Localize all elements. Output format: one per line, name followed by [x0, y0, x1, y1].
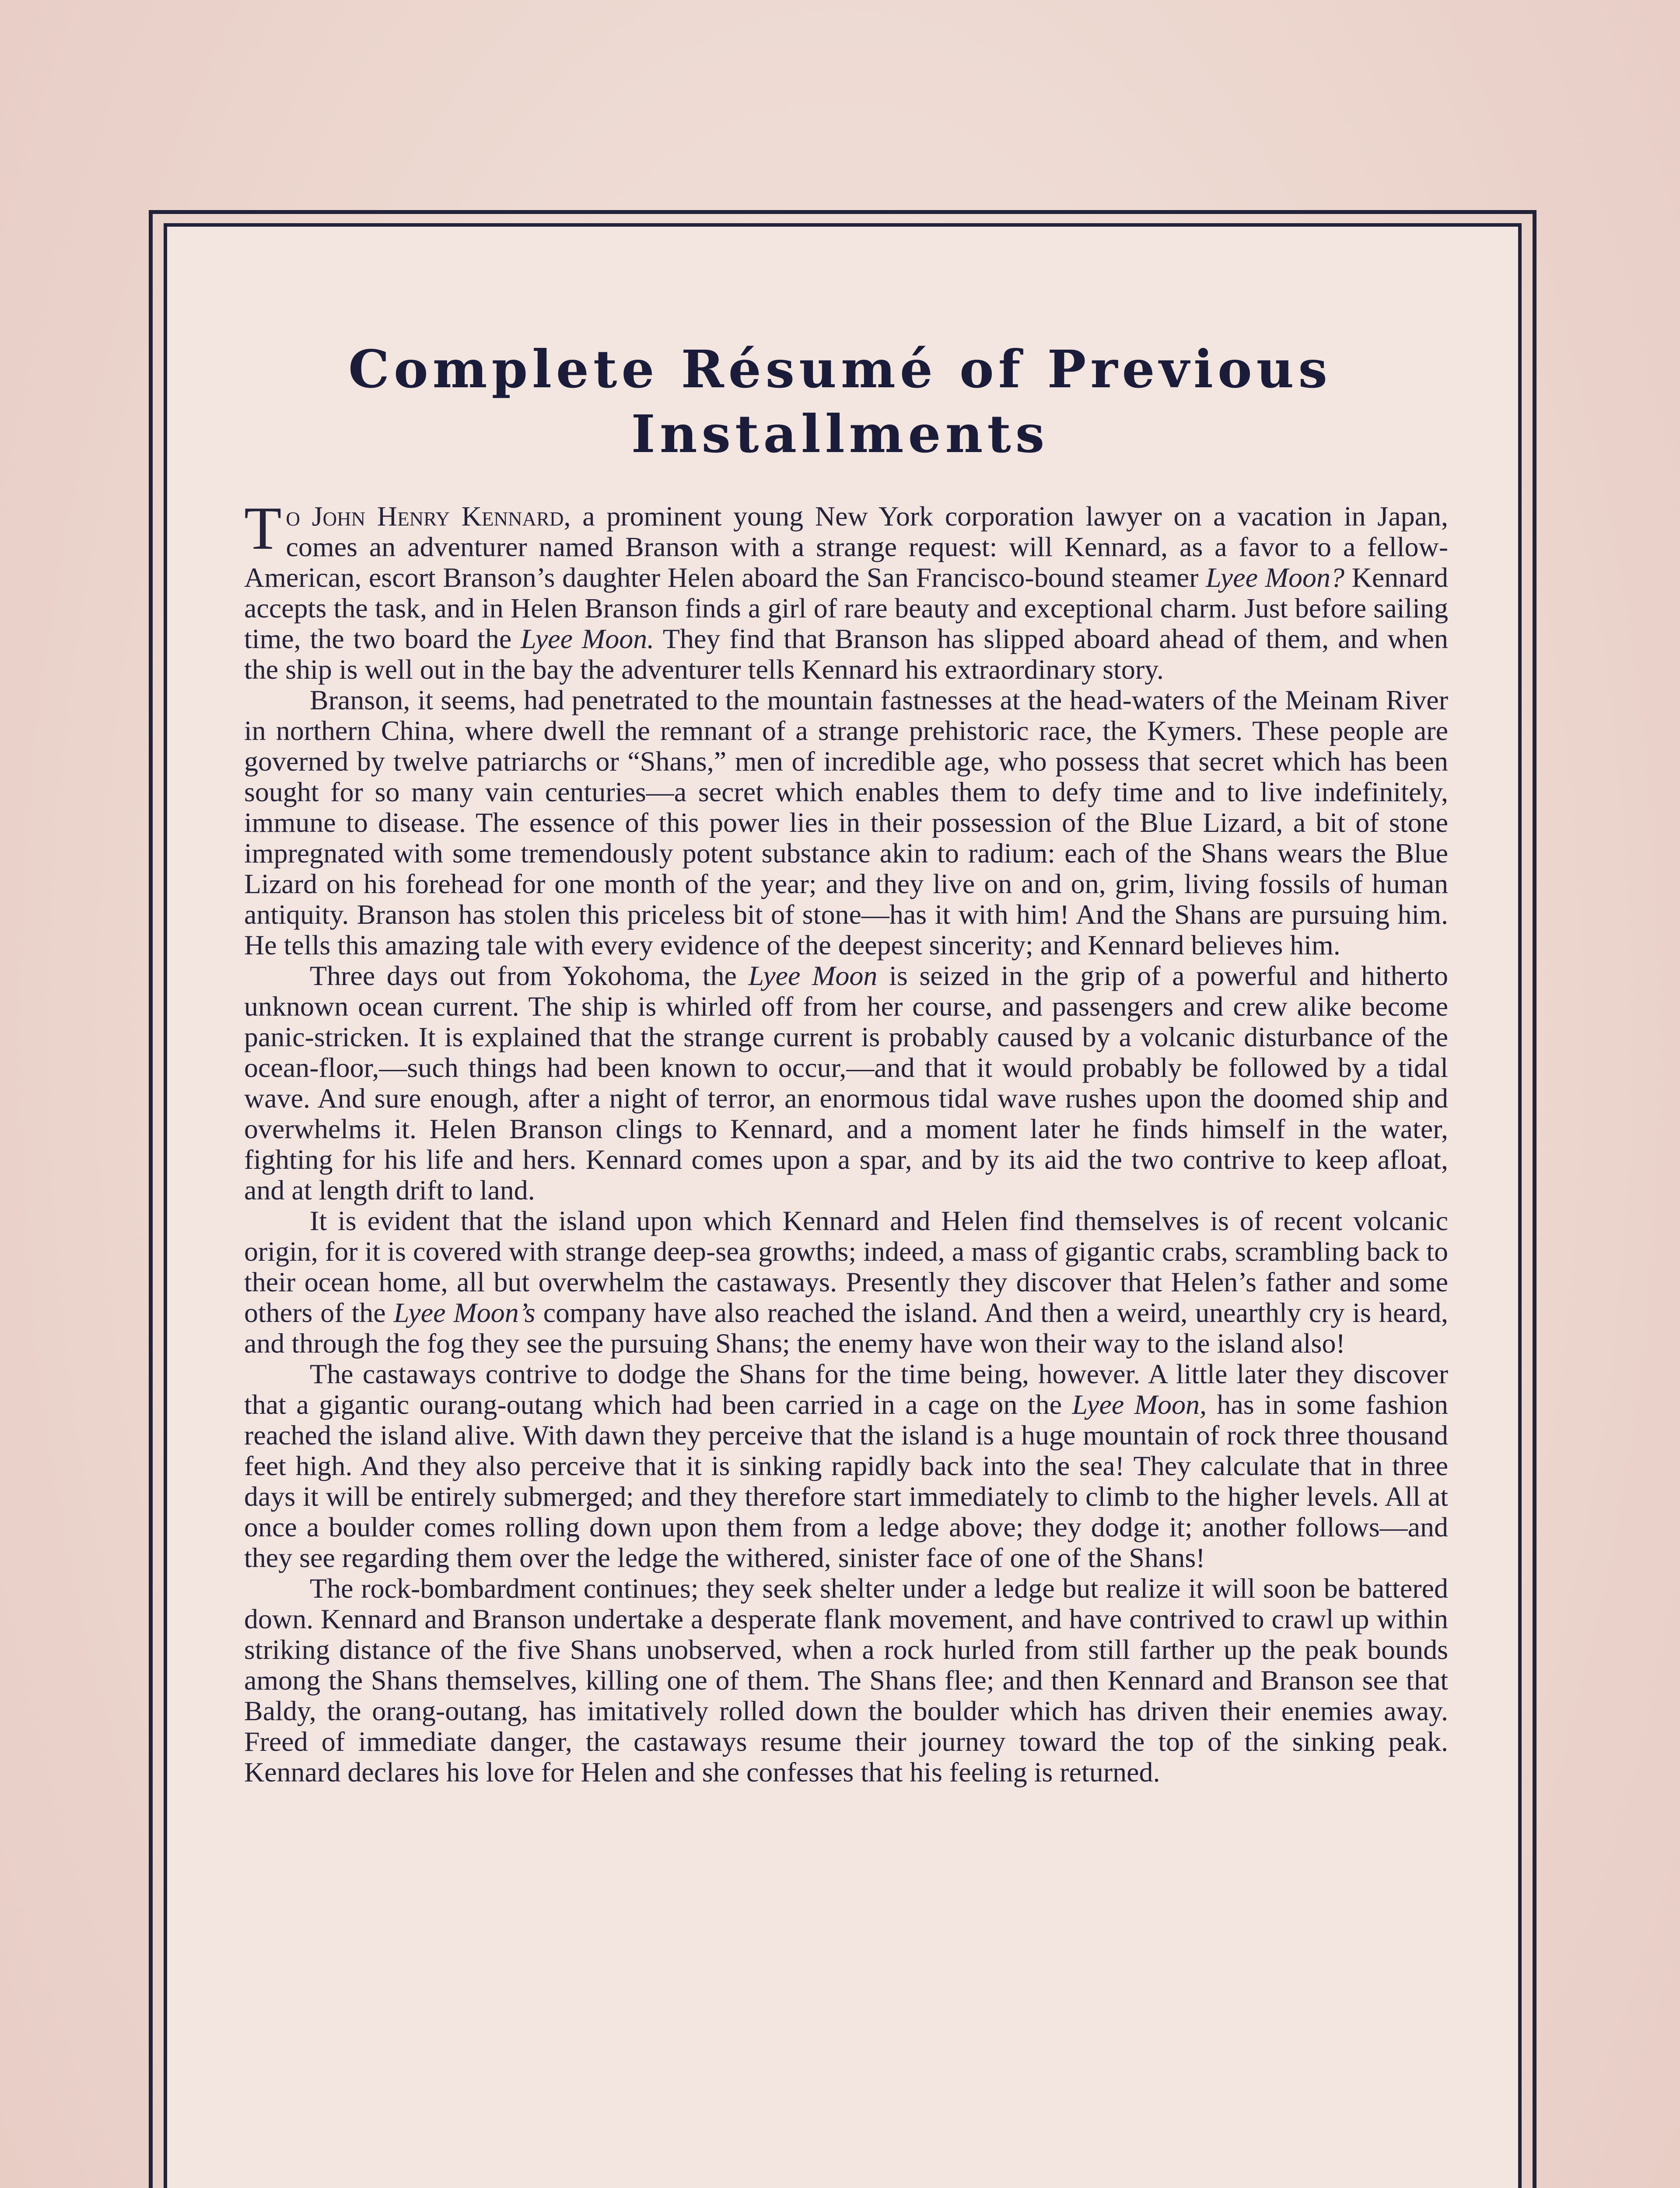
resume-body: [244, 494, 1449, 1788]
ship-name: Lyee Moon?: [1206, 562, 1344, 593]
paragraph-5: The castaways contrive to dodge the Shans for the time being, however. A little later they discover that a gigantic ourang-outang which had been carried in a cage on the Lyee Moon, has in some fashion reached the island alive. With dawn they perceive that the island is a huge mountain of rock three thousand feet high. And they also perceive that it is sinking rapidly back into the sea! They calculate that in three days it will be entirely submerged; and they therefore start immediately to climb to the higher levels. All at once a boulder comes rolling down upon them from a ledge above; they dodge it; another follows—and they see regarding them over the ledge the withered, sinister face of one of the Shans!: [244, 1358, 1449, 1573]
ship-name: Lyee Moon’s: [393, 1297, 536, 1328]
paragraph-3: Three days out from Yokohoma, the Lyee Moon is seized in the grip of a powerful and hitherto unknown ocean current. The ship is whirled off from her course, and passengers and crew alike become panic-stricken. It is explained that the strange current is probably caused by a volcanic disturbance of the ocean-floor,—such things had been known to occur,—and that it would probably be followed by a tidal wave. And sure enough, after a night of terror, an enormous tidal wave rushes upon the doomed ship and overwhelms it. Helen Branson clings to Kennard, and a moment later he finds himself in the water, fighting for his life and hers. Kennard comes upon a spar, and by its aid the two contrive to keep afloat, and at length drift to land.: [244, 960, 1449, 1206]
paragraph-1: To John Henry Kennard, a prominent young New York corporation lawyer on a vacation in Japan, comes an adventurer named Branson with a strange request: will Kennard, as a favor to a fellow-American, escort Branson’s daughter Helen aboard the San Francisco-bound steamer Lyee Moon? Kennard accepts the task, and in Helen Branson finds a girl of rare beauty and exceptional charm. Just before sailing time, the two board the Lyee Moon. They find that Branson has slipped aboard ahead of them, and when the ship is well out in the bay the adventurer tells Kennard his extraordinary story.: [244, 494, 1449, 685]
paragraph-6: The rock-bombardment continues; they seek shelter under a ledge but realize it will soon be battered down. Kennard and Branson undertake a desperate flank movement, and have contrived to crawl up within striking distance of the five Shans unobserved, when a rock hurled from still farther up the peak bounds among the Shans themselves, killing one of them. The Shans flee; and then Kennard and Branson see that Baldy, the orang-outang, has imitatively rolled down the boulder which has driven their enemies away. Freed of immediate danger, the castaways resume their journey toward the top of the sinking peak. Kennard declares his love for Helen and she confesses that his feeling is returned.: [244, 1573, 1448, 1788]
ship-name: Lyee Moon.: [521, 623, 654, 654]
paragraph-2: Branson, it seems, had penetrated to the mountain fastnesses at the head-waters of the Meinam River in northern China, where dwell the remnant of a strange prehistoric race, the Kymers. These people are governed by twelve patriarchs or “Shans,” men of incredible age, who possess that secret which has been sought for so many vain centuries—a secret which enables them to defy time and to live indefinitely, immune to disease. The essence of this power lies in their possession of the Blue Lizard, a bit of stone impregnated with some tremendously potent substance akin to radium: each of the Shans wears the Blue Lizard on his forehead for one month of the year; and they live on and on, grim, living fossils of human antiquity. Branson has stolen this priceless bit of stone—has it with him! And the Shans are pursuing him. He tells this amazing tale with every evidence of the deepest sincerity; and Kennard believes him.: [244, 684, 1448, 961]
protagonist-name: o John Henry Kennard,: [286, 501, 571, 532]
title-line-1: Complete Résumé of Previous: [348, 339, 1332, 400]
page-title: [184, 337, 1496, 466]
drop-cap: T: [244, 494, 282, 562]
paragraph-4: It is evident that the island upon which Kennard and Helen find themselves is of recent volcanic origin, for it is covered with strange deep-sea growths; indeed, a mass of gigantic crabs, scrambling back to their ocean home, all but overwhelm the castaways. Presently they discover that Helen’s father and some others of the Lyee Moon’s company have also reached the island. And then a weird, unearthly cry is heard, and through the fog they see the pursuing Shans; the enemy have won their way to the island also!: [244, 1205, 1449, 1359]
ship-name: Lyee Moon,: [1072, 1389, 1207, 1420]
title-line-2: Installments: [631, 403, 1049, 464]
ship-name: Lyee Moon: [748, 960, 878, 991]
